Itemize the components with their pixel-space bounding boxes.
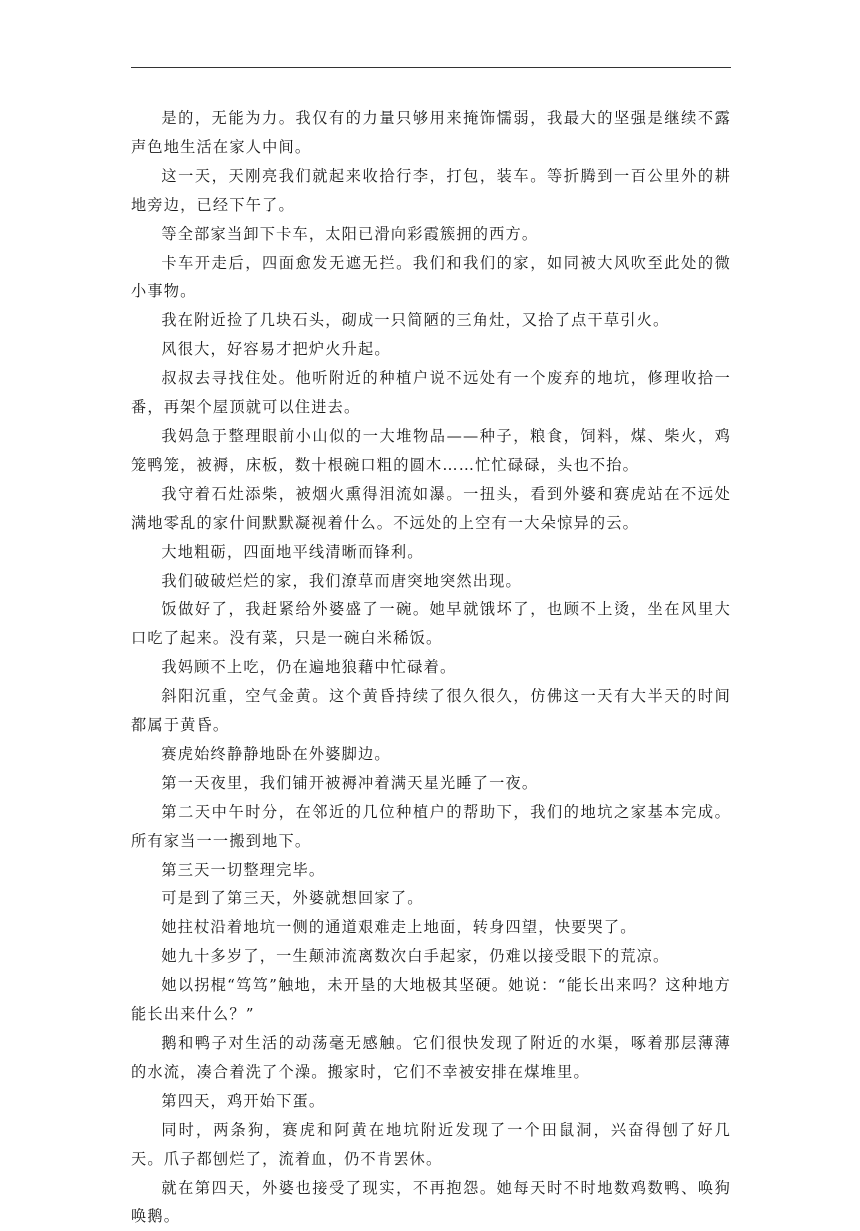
paragraph: 斜阳沉重，空气金黄。这个黄昏持续了很久很久，仿佛这一天有大半天的时间都属于黄昏。 — [131, 687, 731, 735]
paragraph: 我守着石灶添柴，被烟火熏得泪流如瀑。一扭头，看到外婆和赛虎站在不远处满地零乱的家什间默默凝视着什么。不远处的上空有一大朵惊异的云。 — [131, 484, 731, 532]
paragraph: 这一天，天刚亮我们就起来收拾行李，打包，装车。等折腾到一百公里外的耕地旁边，已经下午了。 — [131, 166, 731, 214]
paragraph: 大地粗砺，四面地平线清晰而锋利。 — [161, 542, 424, 561]
paragraph: 可是到了第三天，外婆就想回家了。 — [161, 889, 424, 908]
paragraph: 我们破破烂烂的家，我们潦草而唐突地突然出现。 — [161, 571, 522, 590]
paragraph: 卡车开走后，四面愈发无遮无拦。我们和我们的家，如同被大风吹至此处的微小事物。 — [131, 253, 731, 301]
paragraph: 饭做好了，我赶紧给外婆盛了一碗。她早就饿坏了，也顾不上烫，坐在风里大口吃了起来。没有菜，只是一碗白米稀饭。 — [131, 600, 731, 648]
paragraph: 叔叔去寻找住处。他听附近的种植户说不远处有一个废弃的地坑，修理收拾一番，再架个屋顶就可以住进去。 — [131, 369, 731, 417]
paragraph: 是的，无能为力。我仅有的力量只够用来掩饰懦弱，我最大的坚强是继续不露声色地生活在家人中间。 — [131, 109, 731, 156]
paragraph: 第二天中午时分，在邻近的几位种植户的帮助下，我们的地坑之家基本完成。所有家当一一搬到地下。 — [131, 802, 731, 850]
paragraph: 她以拐棍“笃笃”触地，未开垦的大地极其坚硬。她说：“能长出来吗？这种地方能长出来什么？” — [131, 976, 731, 1024]
article-body — [131, 104, 731, 1231]
paragraph: 第一天夜里，我们铺开被褥冲着满天星光睡了一夜。 — [161, 773, 539, 792]
paragraph: 我妈顾不上吃，仍在遍地狼藉中忙碌着。 — [161, 658, 457, 677]
paragraph: 风很大，好容易才把炉火升起。 — [161, 340, 391, 359]
paragraph: 我妈急于整理眼前小山似的一大堆物品——种子，粮食，饲料，煤、柴火，鸡笼鸭笼，被褥，床板，数十根碗口粗的圆木……忙忙碌碌，头也不抬。 — [131, 426, 731, 474]
paragraph: 她九十多岁了，一生颠沛流离数次白手起家，仍难以接受眼下的荒凉。 — [161, 947, 670, 966]
paragraph: 鹅和鸭子对生活的动荡毫无感触。它们很快发现了附近的水渠，啄着那层薄薄的水流，凑合着洗了个澡。搬家时，它们不幸被安排在煤堆里。 — [131, 1034, 731, 1081]
paragraph: 等全部家当卸下卡车，太阳已滑向彩霞簇拥的西方。 — [161, 224, 539, 243]
paragraph: 我在附近捡了几块石头，砌成一只简陋的三角灶，又拾了点干草引火。 — [161, 311, 670, 330]
header-rule — [131, 67, 731, 68]
paragraph: 赛虎始终静静地卧在外婆脚边。 — [161, 744, 391, 763]
paragraph: 第三天一切整理完毕。 — [161, 860, 326, 879]
paragraph: 就在第四天，外婆也接受了现实，不再抱怨。她每天时不时地数鸡数鸭、唤狗唤鹅。 — [131, 1178, 731, 1226]
paragraph: 她拄杖沿着地坑一侧的通道艰难走上地面，转身四望，快要哭了。 — [161, 918, 637, 937]
paragraph: 同时，两条狗，赛虎和阿黄在地坑附近发现了一个田鼠洞，兴奋得刨了好几天。爪子都刨烂了，流着血，仍不肯罢休。 — [131, 1120, 731, 1168]
paragraph: 第四天，鸡开始下蛋。 — [161, 1091, 326, 1110]
